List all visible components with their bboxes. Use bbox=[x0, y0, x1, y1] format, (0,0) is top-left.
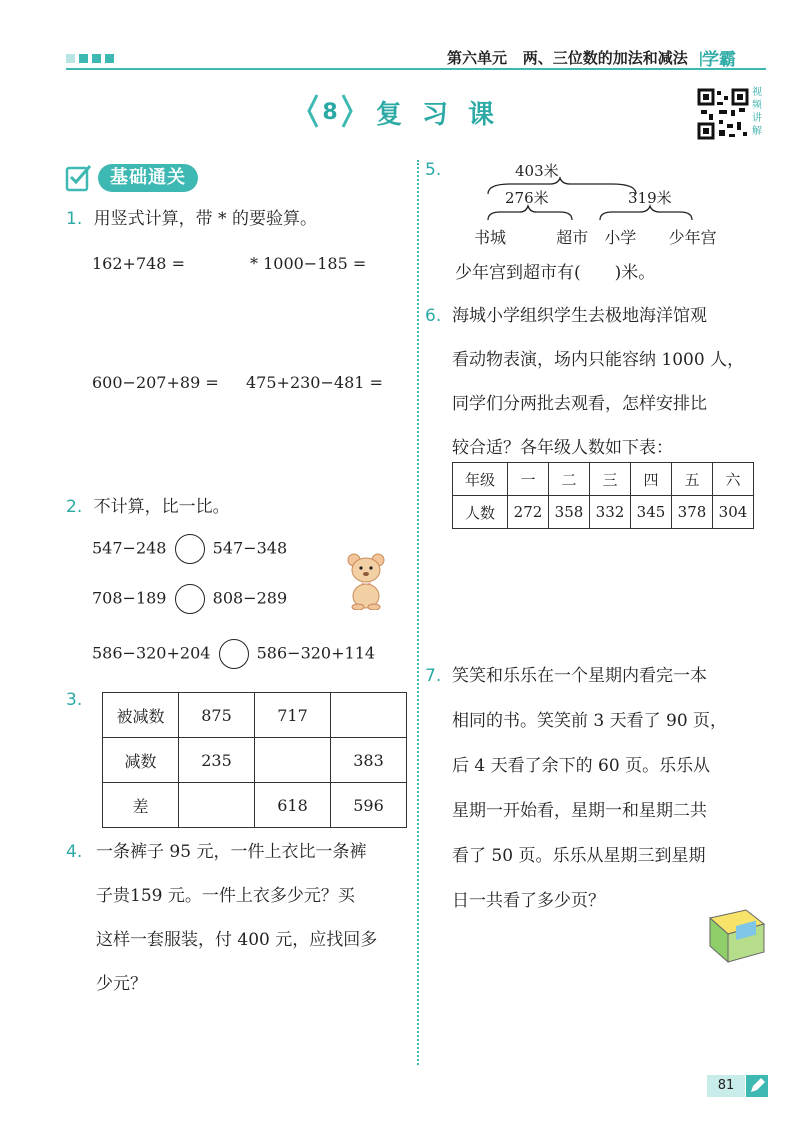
question-number: 3. bbox=[66, 690, 83, 710]
unit-title: 两、三位数的加法和减法 bbox=[522, 49, 688, 67]
lesson-title: 复习课 bbox=[376, 100, 515, 130]
distance-label-top: 403米 bbox=[515, 162, 559, 180]
table-cell: 596 bbox=[331, 783, 407, 828]
question-2 bbox=[66, 486, 230, 528]
table-cell: 差 bbox=[103, 783, 179, 828]
distance-label-left: 276米 bbox=[505, 189, 549, 207]
question-line: 后 4 天看了余下的 60 页。乐乐从 bbox=[452, 756, 711, 776]
question-line: 同学们分两批去观看，怎样安排比 bbox=[452, 394, 707, 414]
checklist-icon bbox=[64, 163, 94, 193]
distance-label-right: 319米 bbox=[628, 189, 672, 207]
qr-label: 视频讲解 bbox=[752, 87, 762, 137]
pencil-icon bbox=[746, 1075, 768, 1097]
question-line: 少元？ bbox=[96, 974, 147, 994]
compare-row bbox=[92, 639, 375, 669]
compare-right: 547−348 bbox=[212, 538, 288, 558]
table-row bbox=[103, 693, 407, 738]
question-5-text: 少年宫到超市有( )米。 bbox=[455, 263, 656, 283]
header-decoration bbox=[66, 54, 114, 63]
place-labels bbox=[474, 225, 717, 248]
qr-code-icon[interactable] bbox=[697, 88, 749, 140]
question-3-number bbox=[66, 690, 82, 710]
expression: * 1000−185 = bbox=[250, 254, 367, 273]
table-cell: 345 bbox=[631, 496, 672, 529]
table-row bbox=[453, 463, 754, 496]
lesson-number-badge-icon bbox=[307, 93, 353, 129]
column-divider bbox=[417, 160, 419, 1065]
table-cell: 人数 bbox=[453, 496, 508, 529]
question-line: 星期一开始看，星期一和星期二共 bbox=[452, 801, 707, 821]
question-number: 4. bbox=[66, 842, 83, 862]
grade-population-table bbox=[452, 462, 754, 529]
place-label: 小学 bbox=[604, 228, 637, 247]
question-1 bbox=[66, 198, 317, 240]
table-header-cell: 三 bbox=[590, 463, 631, 496]
question-line: 一条裤子 95 元，一件上衣比一条裤 bbox=[96, 842, 367, 862]
header-rule bbox=[66, 68, 766, 70]
lesson-heading bbox=[310, 94, 514, 131]
question-7 bbox=[425, 654, 727, 924]
question-line: 这样一套服装，付 400 元，应找回多 bbox=[96, 930, 378, 950]
table-row bbox=[103, 738, 407, 783]
question-line: 较合适？各年级人数如下表： bbox=[452, 438, 673, 458]
table-row bbox=[103, 783, 407, 828]
question-line: 看动物表演，场内只能容纳 1000 人， bbox=[452, 350, 745, 370]
compare-answer-circle[interactable] bbox=[175, 534, 205, 564]
expression: 475+230−481 = bbox=[246, 373, 383, 392]
table-header-cell: 二 bbox=[549, 463, 590, 496]
table-cell: 304 bbox=[713, 496, 754, 529]
table-cell: 被减数 bbox=[103, 693, 179, 738]
table-row bbox=[453, 496, 754, 529]
table-cell: 618 bbox=[255, 783, 331, 828]
table-cell: 235 bbox=[179, 738, 255, 783]
question-line: 笑笑和乐乐在一个星期内看完一本 bbox=[452, 666, 707, 686]
table-cell[interactable] bbox=[179, 783, 255, 828]
question-line: 看了 50 页。乐乐从星期三到星期 bbox=[452, 846, 706, 866]
compare-left: 586−320+204 bbox=[92, 643, 211, 663]
table-cell: 383 bbox=[331, 738, 407, 783]
question-line: 子贵159 元。一件上衣多少元？买 bbox=[96, 886, 355, 906]
compare-row bbox=[92, 584, 287, 614]
question-text: 不计算，比一比。 bbox=[93, 497, 230, 517]
section-badge: 基础通关 bbox=[98, 164, 198, 192]
compare-right: 808−289 bbox=[212, 588, 288, 608]
table-header-cell: 年级 bbox=[453, 463, 508, 496]
table-header-cell: 五 bbox=[672, 463, 713, 496]
table-header-cell: 六 bbox=[713, 463, 754, 496]
question-number: 2. bbox=[66, 497, 83, 517]
table-header-cell: 一 bbox=[508, 463, 549, 496]
question-number: 7. bbox=[425, 666, 442, 686]
expression: 162+748 = bbox=[92, 254, 185, 273]
subtraction-table bbox=[102, 692, 407, 828]
expression: 600−207+89 = bbox=[92, 373, 219, 392]
question-number: 6. bbox=[425, 306, 442, 326]
compare-answer-circle[interactable] bbox=[219, 639, 249, 669]
question-number: 5. bbox=[425, 160, 442, 180]
question-4 bbox=[66, 830, 377, 1006]
table-cell: 减数 bbox=[103, 738, 179, 783]
table-cell[interactable] bbox=[331, 693, 407, 738]
compare-right: 586−320+114 bbox=[256, 643, 376, 663]
place-label: 书城 bbox=[474, 228, 507, 247]
distance-diagram bbox=[480, 170, 710, 230]
book-illustration-icon bbox=[706, 904, 768, 966]
lesson-number: 8 bbox=[322, 100, 338, 125]
page-number: 81 bbox=[707, 1075, 745, 1097]
place-label: 超市 bbox=[556, 228, 589, 247]
chapter-label: 第六单元 bbox=[447, 49, 508, 67]
table-header-cell: 四 bbox=[631, 463, 672, 496]
question-line: 日一共看了多少页？ bbox=[452, 891, 605, 911]
question-6 bbox=[425, 294, 744, 470]
compare-left: 547−248 bbox=[92, 538, 167, 558]
question-line: 相同的书。笑笑前 3 天看了 90 页， bbox=[452, 711, 728, 731]
question-5-number bbox=[425, 160, 441, 180]
compare-row bbox=[92, 534, 287, 564]
compare-answer-circle[interactable] bbox=[175, 584, 205, 614]
place-label: 少年宫 bbox=[668, 228, 717, 247]
table-cell: 332 bbox=[590, 496, 631, 529]
header-title: 第六单元 两、三位数的加法和减法 | bbox=[447, 49, 704, 67]
bear-illustration-icon bbox=[345, 552, 387, 610]
table-cell[interactable] bbox=[255, 738, 331, 783]
table-cell: 875 bbox=[179, 693, 255, 738]
brand-logo: 学霸 bbox=[702, 50, 736, 70]
question-text: 用竖式计算，带 * 的要验算。 bbox=[93, 209, 317, 229]
compare-left: 708−189 bbox=[92, 588, 167, 608]
table-cell: 378 bbox=[672, 496, 713, 529]
table-cell: 272 bbox=[508, 496, 549, 529]
question-number: 1. bbox=[66, 209, 83, 229]
question-line: 海城小学组织学生去极地海洋馆观 bbox=[452, 306, 707, 326]
table-cell: 358 bbox=[549, 496, 590, 529]
table-cell[interactable]: 717 bbox=[255, 693, 331, 738]
